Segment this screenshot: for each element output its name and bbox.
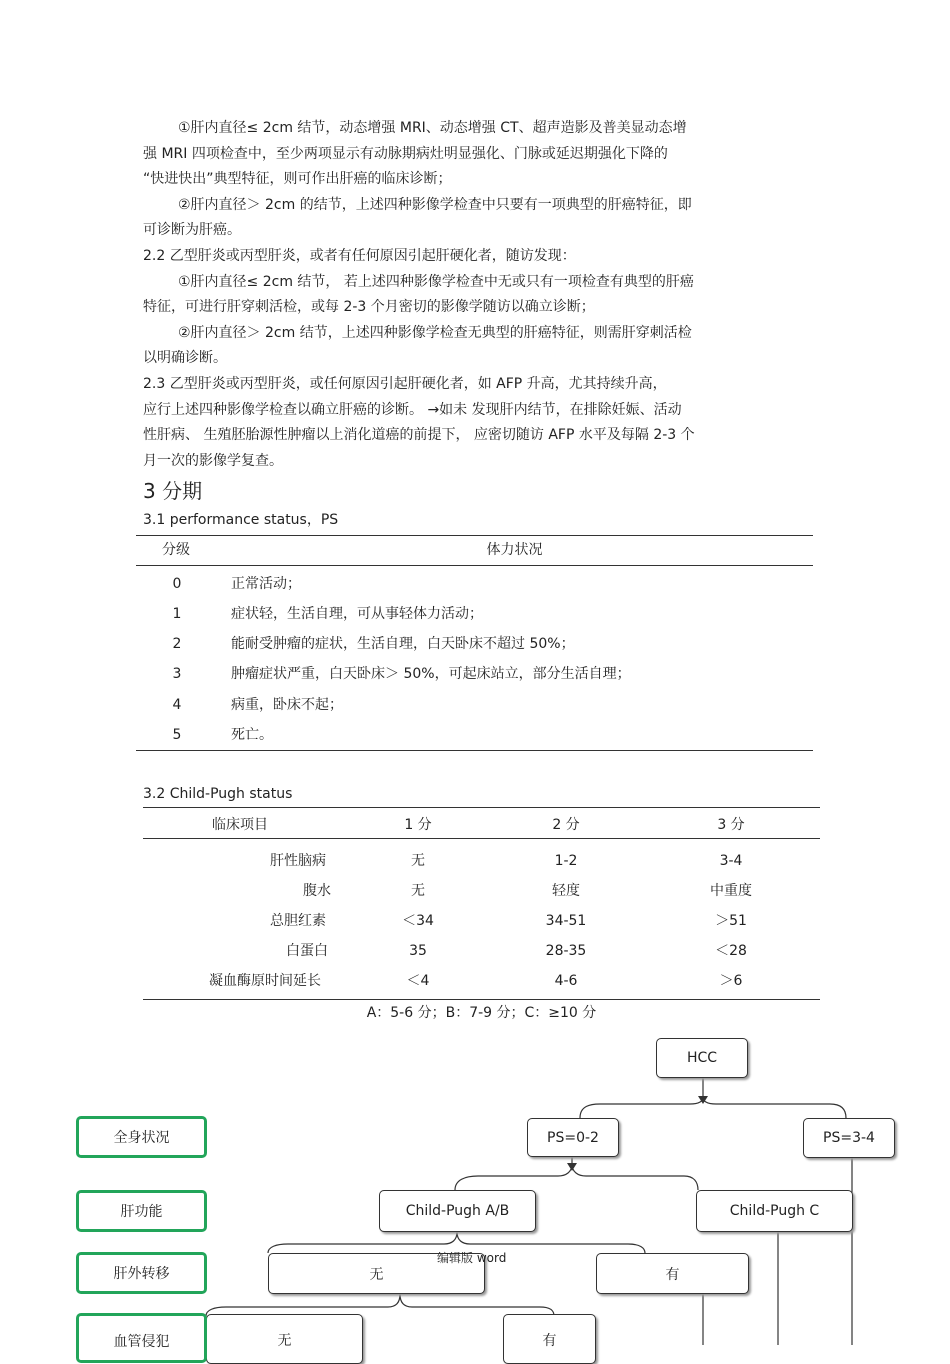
cp-score-1: 无 bbox=[411, 853, 425, 869]
paragraph-line: 可诊断为肝癌。 bbox=[143, 222, 241, 238]
ps-desc: 能耐受肿瘤的症状，生活自理，白天卧床不超过 50%； bbox=[231, 636, 575, 652]
cp-score-3: ＞51 bbox=[715, 913, 747, 929]
cp-score-3: 中重度 bbox=[710, 883, 752, 899]
cp-header-3: 3 分 bbox=[717, 817, 745, 833]
cp-item: 总胆红素 bbox=[270, 913, 326, 929]
hcc-node: HCC bbox=[656, 1038, 748, 1078]
cp-table-title: 3.2 Child-Pugh status bbox=[143, 786, 293, 802]
ps-grade: 1 bbox=[172, 606, 182, 622]
paragraph-line: 强 MRI 四项检查中，至少两项显示有动脉期病灶明显强化、门脉或延迟期强化下降的 bbox=[143, 146, 668, 162]
cp-score-2: 34-51 bbox=[545, 913, 587, 929]
paragraph-line: 月一次的影像学复查。 bbox=[143, 453, 283, 469]
paragraph-line: 应行上述四种影像学检查以确立肝癌的诊断。 →如未 发现肝内结节，在排除妊娠、活动 bbox=[143, 402, 682, 418]
cp-score-1: ＜4 bbox=[406, 973, 430, 989]
metastasis-node: 有 bbox=[596, 1253, 749, 1294]
ps-header-desc: 体力状况 bbox=[486, 542, 543, 558]
cp-score-1: ＜34 bbox=[402, 913, 434, 929]
cp-header-2: 2 分 bbox=[552, 817, 580, 833]
ps-desc: 肿瘤症状严重，白天卧床＞ 50%，可起床站立，部分生活自理； bbox=[231, 666, 631, 682]
paragraph-line: ②肝内直径＞ 2cm 的结节，上述四种影像学检查中只要有一项典型的肝癌特征，即 bbox=[178, 197, 692, 213]
ps-header-grade: 分级 bbox=[162, 542, 190, 558]
ps-desc: 死亡。 bbox=[231, 727, 273, 743]
cp-header-1: 1 分 bbox=[404, 817, 432, 833]
cp-score-2: 28-35 bbox=[545, 943, 587, 959]
label-extrahepatic-metastasis: 肝外转移 bbox=[76, 1252, 207, 1294]
cp-item: 腹水 bbox=[303, 883, 331, 899]
ps-grade: 0 bbox=[172, 576, 182, 592]
cp-score-1: 35 bbox=[409, 943, 427, 959]
paragraph-line: 特征，可进行肝穿刺活检，或每 2-3 个月密切的影像学随访以确立诊断； bbox=[143, 299, 595, 315]
cp-score-3: ＞6 bbox=[719, 973, 743, 989]
vascular-invasion-node: 有 bbox=[503, 1314, 596, 1364]
paragraph-line: 2.3 乙型肝炎或丙型肝炎，或任何原因引起肝硬化者，如 AFP 升高，尤其持续升高， bbox=[143, 376, 667, 392]
cp-item: 凝血酶原时间延长 bbox=[209, 973, 321, 989]
no-vascular-invasion-node: 无 bbox=[206, 1314, 363, 1364]
ps-grade: 2 bbox=[172, 636, 182, 652]
paragraph-line: 性肝病、 生殖胚胎源性肿瘤以上消化道癌的前提下， 应密切随访 AFP 水平及每隔 2-3 个 bbox=[143, 427, 695, 443]
label-vascular-invasion: 血管侵犯 bbox=[76, 1313, 207, 1363]
ps-high-node: PS=3-4 bbox=[803, 1118, 895, 1158]
paragraph-line: 2.2 乙型肝炎或丙型肝炎，或者有任何原因引起肝硬化者，随访发现： bbox=[143, 248, 576, 264]
paragraph-line: 以明确诊断。 bbox=[143, 350, 227, 366]
cp-score-2: 1-2 bbox=[554, 853, 578, 869]
cp-grade-note: A：5-6 分；B：7-9 分；C：≥10 分 bbox=[366, 1005, 597, 1021]
ps-grade: 5 bbox=[172, 727, 182, 743]
cp-header-item: 临床项目 bbox=[212, 817, 268, 833]
label-general-status: 全身状况 bbox=[76, 1116, 207, 1158]
cp-score-3: 3-4 bbox=[719, 853, 743, 869]
ps-grade: 3 bbox=[172, 666, 182, 682]
cp-score-1: 无 bbox=[411, 883, 425, 899]
footer-text: 编辑版 word bbox=[437, 1251, 507, 1265]
paragraph-line: “快进快出”典型特征，则可作出肝癌的临床诊断； bbox=[143, 171, 452, 187]
cp-score-2: 轻度 bbox=[552, 883, 580, 899]
cp-score-2: 4-6 bbox=[554, 973, 578, 989]
cp-item: 肝性脑病 bbox=[270, 853, 326, 869]
paragraph-line: ①肝内直径≤ 2cm 结节， 若上述四种影像学检查中无或只有一项检查有典型的肝癌 bbox=[178, 274, 694, 290]
ps-grade: 4 bbox=[172, 697, 182, 713]
ps-desc: 病重，卧床不起； bbox=[231, 697, 343, 713]
label-liver-function: 肝功能 bbox=[76, 1190, 207, 1232]
section-heading: 3 分期 bbox=[143, 479, 203, 503]
cp-item: 白蛋白 bbox=[286, 943, 328, 959]
child-pugh-c-node: Child-Pugh C bbox=[696, 1190, 853, 1232]
paragraph-line: ②肝内直径＞ 2cm 结节，上述四种影像学检查无典型的肝癌特征，则需肝穿刺活检 bbox=[178, 325, 692, 341]
no-metastasis-node: 无 bbox=[268, 1253, 485, 1294]
ps-desc: 症状轻，生活自理，可从事轻体力活动； bbox=[231, 606, 483, 622]
paragraph-line: ①肝内直径≤ 2cm 结节，动态增强 MRI、动态增强 CT、超声造影及普美显动态增 bbox=[178, 120, 687, 136]
ps-table-title: 3.1 performance status，PS bbox=[143, 512, 339, 528]
ps-desc: 正常活动； bbox=[231, 576, 301, 592]
cp-score-3: ＜28 bbox=[715, 943, 747, 959]
ps-low-node: PS=0-2 bbox=[527, 1118, 619, 1157]
child-pugh-ab-node: Child-Pugh A/B bbox=[379, 1190, 536, 1232]
